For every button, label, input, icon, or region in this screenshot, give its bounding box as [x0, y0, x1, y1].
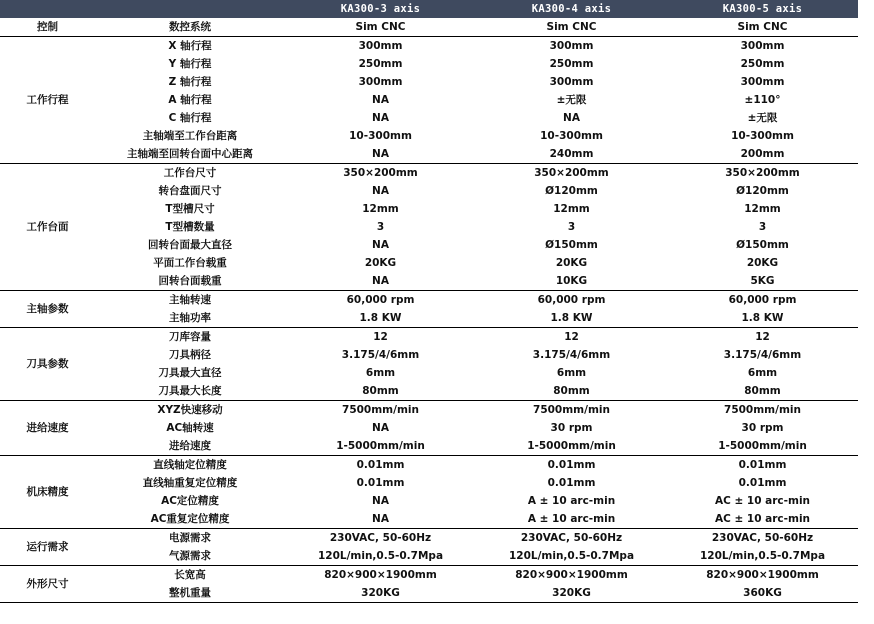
spec-value: 300mm	[740, 76, 785, 88]
table-row	[0, 492, 858, 510]
spec-value: NA	[563, 112, 580, 124]
spec-value: 30 rpm	[550, 422, 593, 434]
spec-value: 0.01mm	[738, 459, 787, 471]
spec-value: 80mm	[667, 382, 858, 401]
table-row	[0, 254, 858, 272]
model-3axis-heading: KA300-3 axis	[285, 0, 476, 18]
spec-value: 250mm	[740, 58, 785, 70]
spec-value: 360KG	[667, 584, 858, 603]
spec-value: 300mm	[549, 40, 594, 52]
spec-item-label: 刀库容量	[169, 331, 211, 343]
spec-value: 1.8 KW	[476, 309, 667, 328]
table-row	[0, 437, 858, 456]
spec-value: 60,000 rpm	[728, 294, 797, 306]
table-row	[0, 109, 858, 127]
spec-value: 200mm	[667, 145, 858, 164]
spec-value: 3	[758, 221, 767, 233]
cnc-value-5axis: Sim CNC	[667, 18, 858, 37]
header-blank-item	[95, 0, 285, 18]
table-row	[0, 309, 858, 328]
spec-value: NA	[285, 272, 476, 291]
spec-value: 3	[376, 221, 385, 233]
spec-value: 12	[373, 331, 388, 343]
table-row	[0, 474, 858, 492]
cnc-value-3axis: Sim CNC	[285, 18, 476, 37]
spec-item-label: 工作台尺寸	[163, 167, 217, 179]
table-row	[0, 328, 858, 347]
cnc-label: 数控系统	[95, 18, 285, 37]
spec-value: AC ± 10 arc-min	[714, 495, 811, 507]
category-label: 机床精度	[0, 456, 95, 529]
table-row	[0, 200, 858, 218]
spec-item-label: 刀具最大直径	[158, 367, 222, 379]
category-label: 运行需求	[0, 529, 95, 566]
spec-item-label: A 轴行程	[168, 94, 212, 106]
spec-item-label: AC轴转速	[166, 422, 214, 434]
table-row	[0, 566, 858, 585]
spec-value: 10-300mm	[731, 130, 794, 142]
table-row	[0, 529, 858, 548]
spec-value: 820×900×1900mm	[324, 569, 437, 581]
spec-value: Ø120mm	[736, 185, 789, 197]
table-row	[0, 584, 858, 603]
table-row	[0, 164, 858, 183]
spec-item-label: 气源需求	[95, 547, 285, 566]
spec-value: 300mm	[358, 40, 403, 52]
spec-value: 0.01mm	[356, 477, 405, 489]
spec-value: NA	[285, 510, 476, 529]
spec-value: NA	[372, 112, 389, 124]
spec-value: A ± 10 arc-min	[476, 510, 667, 529]
spec-value: NA	[372, 94, 389, 106]
spec-value: 820×900×1900mm	[706, 569, 819, 581]
spec-value: 3.175/4/6mm	[341, 349, 420, 361]
spec-value: 12mm	[744, 203, 781, 215]
spec-value: 350×200mm	[534, 167, 609, 179]
spec-value: NA	[372, 185, 389, 197]
table-row	[0, 127, 858, 145]
spec-value: Ø150mm	[736, 239, 789, 251]
category-label: 外形尺寸	[0, 566, 95, 603]
table-row	[0, 272, 858, 291]
spec-value: 20KG	[364, 257, 397, 269]
spec-value: 12mm	[553, 203, 590, 215]
spec-value: 350×200mm	[725, 167, 800, 179]
header-blank	[0, 0, 95, 18]
spec-item-label: 主轴转速	[169, 294, 211, 306]
spec-value: Ø150mm	[545, 239, 598, 251]
spec-body	[0, 37, 858, 603]
spec-value: 12	[755, 331, 770, 343]
spec-item-label: 刀具最大长度	[95, 382, 285, 401]
spec-value: 5KG	[667, 272, 858, 291]
spec-value: NA	[285, 145, 476, 164]
spec-value: 80mm	[285, 382, 476, 401]
spec-item-label: X 轴行程	[168, 40, 212, 52]
spec-item-label: Y 轴行程	[168, 58, 212, 70]
spec-value: 250mm	[549, 58, 594, 70]
spec-value: 12	[564, 331, 579, 343]
spec-value: 300mm	[740, 40, 785, 52]
table-row	[0, 91, 858, 109]
spec-value: NA	[372, 422, 389, 434]
spec-value: ±110°	[744, 94, 781, 106]
table-row	[0, 182, 858, 200]
category-label: 主轴参数	[0, 291, 95, 328]
spec-value: 1-5000mm/min	[285, 437, 476, 456]
table-row	[0, 401, 858, 420]
spec-value: 3	[567, 221, 576, 233]
control-label: 控制	[0, 18, 95, 37]
table-row	[0, 382, 858, 401]
spec-value: 320KG	[285, 584, 476, 603]
spec-item-label: AC重复定位精度	[95, 510, 285, 529]
spec-value: 1-5000mm/min	[667, 437, 858, 456]
model-4axis-heading: KA300-4 axis	[476, 0, 667, 18]
spec-value: 1.8 KW	[667, 309, 858, 328]
spec-value: 80mm	[476, 382, 667, 401]
table-row	[0, 236, 858, 254]
spec-value: 320KG	[476, 584, 667, 603]
spec-item-label: AC定位精度	[161, 495, 219, 507]
spec-value: 6mm	[747, 367, 778, 379]
spec-value: 120L/min,0.5-0.7Mpa	[667, 547, 858, 566]
header-bar	[0, 0, 858, 18]
spec-value: 120L/min,0.5-0.7Mpa	[285, 547, 476, 566]
table-row	[0, 510, 858, 529]
spec-item-label: 进给速度	[95, 437, 285, 456]
spec-value: AC ± 10 arc-min	[667, 510, 858, 529]
spec-value: 7500mm/min	[533, 404, 610, 416]
cnc-value-4axis: Sim CNC	[476, 18, 667, 37]
spec-value: 20KG	[555, 257, 588, 269]
spec-value: 0.01mm	[356, 459, 405, 471]
cnc-row	[0, 18, 858, 37]
spec-value: ±无限	[747, 112, 778, 124]
table-row	[0, 145, 858, 164]
spec-value: 0.01mm	[547, 459, 596, 471]
spec-value: 30 rpm	[741, 422, 784, 434]
spec-item-label: 回转台面载重	[95, 272, 285, 291]
spec-item-label: 转台盘面尺寸	[158, 185, 222, 197]
table-row	[0, 73, 858, 91]
spec-item-label: 整机重量	[95, 584, 285, 603]
spec-value: 10-300mm	[349, 130, 412, 142]
spec-value: 1-5000mm/min	[476, 437, 667, 456]
spec-value: ±无限	[556, 94, 587, 106]
spec-value: 300mm	[358, 76, 403, 88]
spec-item-label: 回转台面最大直径	[148, 239, 232, 251]
table-row	[0, 364, 858, 382]
category-label: 工作台面	[0, 164, 95, 291]
table-row	[0, 419, 858, 437]
table-row	[0, 291, 858, 310]
spec-item-label: 刀具柄径	[169, 349, 211, 361]
spec-value: 300mm	[549, 76, 594, 88]
category-label: 工作行程	[0, 37, 95, 164]
spec-value: 0.01mm	[547, 477, 596, 489]
spec-item-label: 主轴端至回转台面中心距离	[95, 145, 285, 164]
spec-item-label: 长宽高	[174, 569, 206, 581]
spec-value: 3.175/4/6mm	[723, 349, 802, 361]
table-row	[0, 218, 858, 236]
spec-item-label: 主轴功率	[95, 309, 285, 328]
spec-value: 0.01mm	[738, 477, 787, 489]
table-row	[0, 346, 858, 364]
spec-item-label: T型槽尺寸	[165, 203, 215, 215]
spec-value: 20KG	[746, 257, 779, 269]
spec-value: 1.8 KW	[285, 309, 476, 328]
spec-value: 10KG	[476, 272, 667, 291]
spec-value: A ± 10 arc-min	[527, 495, 616, 507]
spec-value: 230VAC, 50-60Hz	[711, 532, 814, 544]
spec-item-label: 直线轴重复定位精度	[142, 477, 238, 489]
spec-item-label: 直线轴定位精度	[153, 459, 227, 471]
spec-value: 240mm	[476, 145, 667, 164]
spec-value: 350×200mm	[343, 167, 418, 179]
spec-item-label: 电源需求	[169, 532, 211, 544]
spec-value: Ø120mm	[545, 185, 598, 197]
spec-value: 230VAC, 50-60Hz	[520, 532, 623, 544]
spec-item-label: XYZ快速移动	[157, 404, 223, 416]
table-row	[0, 55, 858, 73]
spec-value: 120L/min,0.5-0.7Mpa	[476, 547, 667, 566]
spec-value: 12mm	[362, 203, 399, 215]
spec-item-label: T型槽数量	[165, 221, 215, 233]
spec-value: 230VAC, 50-60Hz	[329, 532, 432, 544]
spec-value: 6mm	[556, 367, 587, 379]
table-row	[0, 456, 858, 475]
spec-item-label: 平面工作台载重	[153, 257, 227, 269]
model-5axis-heading: KA300-5 axis	[667, 0, 858, 18]
table-row	[0, 547, 858, 566]
spec-value: 7500mm/min	[724, 404, 801, 416]
spec-value: 820×900×1900mm	[515, 569, 628, 581]
spec-item-label: 主轴端至工作台距离	[142, 130, 238, 142]
category-label: 进给速度	[0, 401, 95, 456]
spec-value: 10-300mm	[540, 130, 603, 142]
spec-item-label: Z 轴行程	[168, 76, 212, 88]
spec-value: 7500mm/min	[342, 404, 419, 416]
spec-value: 60,000 rpm	[346, 294, 415, 306]
spec-value: 3.175/4/6mm	[532, 349, 611, 361]
spec-value: 6mm	[365, 367, 396, 379]
category-label: 刀具参数	[0, 328, 95, 401]
table-row	[0, 37, 858, 56]
spec-item-label: C 轴行程	[168, 112, 212, 124]
spec-value: NA	[372, 239, 389, 251]
spec-value: 60,000 rpm	[537, 294, 606, 306]
spec-value: 250mm	[358, 58, 403, 70]
spec-value: NA	[372, 495, 389, 507]
